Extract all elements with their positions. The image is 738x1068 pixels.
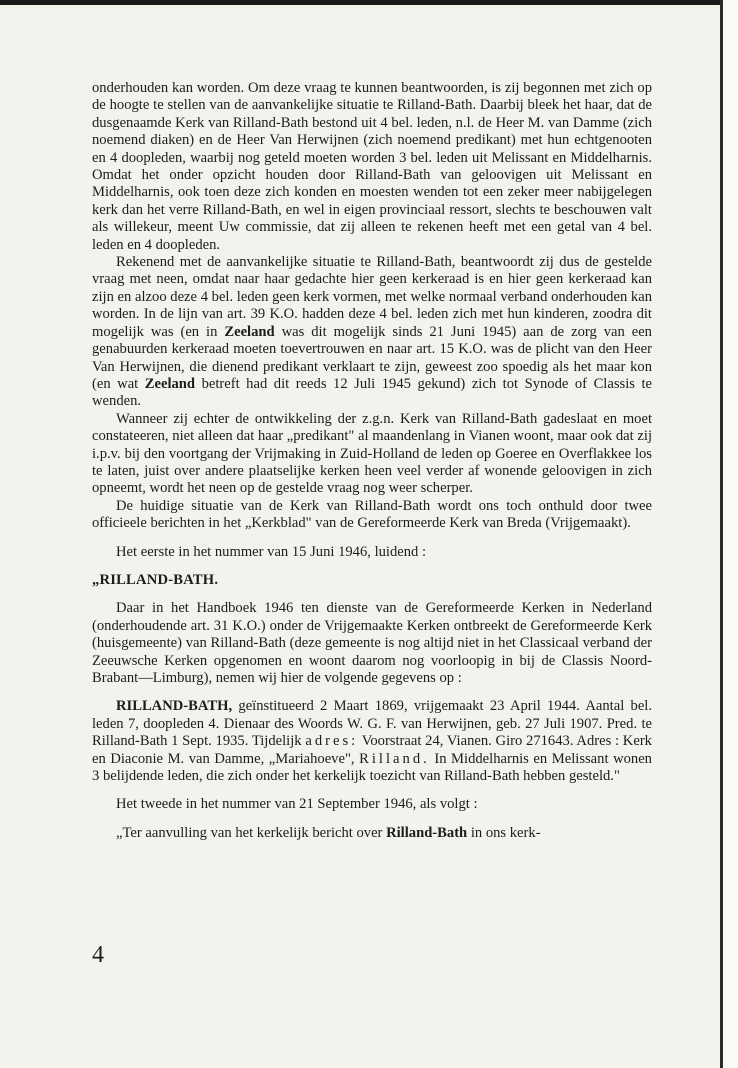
paragraph-7: RILLAND-BATH, geïnstitueerd 2 Maart 1869, vrijgemaakt 23 April 1944. Aantal bel. leden 7, doopleden 4. Dienaar des Woords W. G. F. van Herwijnen, geb. 27 Juli 1907. Pred. te Rilland-Bath 1 Sept. 1935. Tijdelijk adres: Voorstraat 24, Vianen. Giro 271643. Adres : Kerk en Diaconie M. van Damme, „Mariahoeve", Rilland. In Middelharnis en Melissant wonen 3 belijdende leden, die zich onder het kerkelijk toezicht van Rilland-Bath hebben gesteld.": [92, 698, 653, 785]
paragraph-3: Wanneer zij echter de ontwikkeling der z.g.n. Kerk van Rilland-Bath gadeslaat en moet constateeren, niet alleen dat haar „predikant" al maandenlang in Vianen woont, maar ook dat zij i.p.v. bij den voortgang der Vrijmaking in Zuid-Holland de leden op Goeree en Overflakkee los te laten, juist over andere plaatselijke kerken heen veel verder af wonende geloovigen in zich opneemt, wordt het neen op de gestelde vraag nog weer scherper.: [92, 410, 652, 497]
church-name: RILLAND-BATH,: [116, 698, 233, 715]
page-number: 4: [92, 942, 104, 968]
emphasis-rilland-bath: Rilland-Bath: [386, 824, 468, 841]
paragraph-6: Daar in het Handboek 1946 ten dienste van de Gereformeerde Kerken in Nederland (onderhoudende art. 31 K.O.) onder de Vrijgemaakte Kerken ontbreekt de Gereformeerde Kerk (huisgemeente) van Rilland-Bath (deze gemeente is nog altijd niet in het Classicaal verband der Zeeuwsche Kerken opgenomen en woont daarom nog voorloopig in bij de Classis Noord-Brabant—Limburg), nemen wij hier de volgende gegevens op :: [92, 600, 652, 686]
paragraph-1: onderhouden kan worden. Om deze vraag te kunnen beantwoorden, is zij begonnen met zich op de hoogte te stellen van de aanvankelijke situatie te Rilland-Bath. Daarbij bleek het haar, dat de dusgenaamde Kerk van Rilland-Bath bestond uit 4 bel. leden, n.l. de Heer M. van Damme (zich noemend diaken) en de Heer Van Herwijnen (zich noemend predikant) met hun echtgenooten en 4 doopleden, waarbij nog geteld moeten worden 3 bel. leden uit Melissant en Middelharnis. Omdat het onder opzicht houden door Rilland-Bath van geloovigen uit Melissant en Middelharnis, ook toen deze zich konden en moesten wenden tot een zeker meer nabijgelegen kerk dan het verre Rilland-Bath, en wel in eigen provinciaal ressort, slechts te beschouwen valt als willekeur, meent Uw commissie, dat zij alleen te rekenen heeft met een getal van 4 bel. leden en 4 doopleden.: [92, 80, 652, 253]
page-right-margin: [723, 0, 738, 1068]
spaced-rilland: Rilland.: [359, 750, 430, 767]
emphasis-zeeland: Zeeland: [144, 375, 196, 392]
paragraph-8: Het tweede in het nummer van 21 September 1946, als volgt :: [116, 796, 478, 813]
quote-heading: „RILLAND-BATH.: [92, 571, 219, 588]
right-border: [720, 0, 723, 1068]
spaced-adres: adres:: [305, 733, 359, 750]
top-border: [0, 0, 738, 5]
paragraph-2: Rekenend met de aanvankelijke situatie te Rilland-Bath, beantwoordt zij dus de gestelde vraag met neen, omdat naar haar gedachte hier geen kerkeraad is en hier geen kerkeraad kan zijn en alzoo deze 4 bel. leden geen kerk vormen, met welke normaal verband onderhouden kan worden. In de lijn van art. 39 K.O. hadden deze 4 bel. leden zich met hun kinderen, zoodra dit mogelijk was (en in Zeeland was dit mogelijk sinds 21 Juni 1945) aan de zorg van een genabuurden kerkeraad moeten toevertrouwen en naar art. 15 K.O. was de plicht van den Heer Van Herwijnen, die dienend predikant verklaart te zijn, geweest zoo spoedig als het maar kon (en wat Zeeland betreft had dit reeds 12 Juli 1945 gekund) zich tot Synode of Classis te wenden.: [92, 254, 652, 410]
paragraph-9: „Ter aanvulling van het kerkelijk bericht over Rilland-Bath in ons kerk-: [116, 824, 541, 841]
paragraph-4: De huidige situatie van de Kerk van Rilland-Bath wordt ons toch onthuld door twee officieele berichten in het „Kerkblad" van de Gereformeerde Kerk van Breda (Vrijgemaakt).: [92, 497, 652, 532]
emphasis-zeeland: Zeeland: [224, 323, 275, 340]
paragraph-5: Het eerste in het nummer van 15 Juni 1946, luidend :: [116, 543, 427, 560]
document-body: [92, 80, 652, 842]
